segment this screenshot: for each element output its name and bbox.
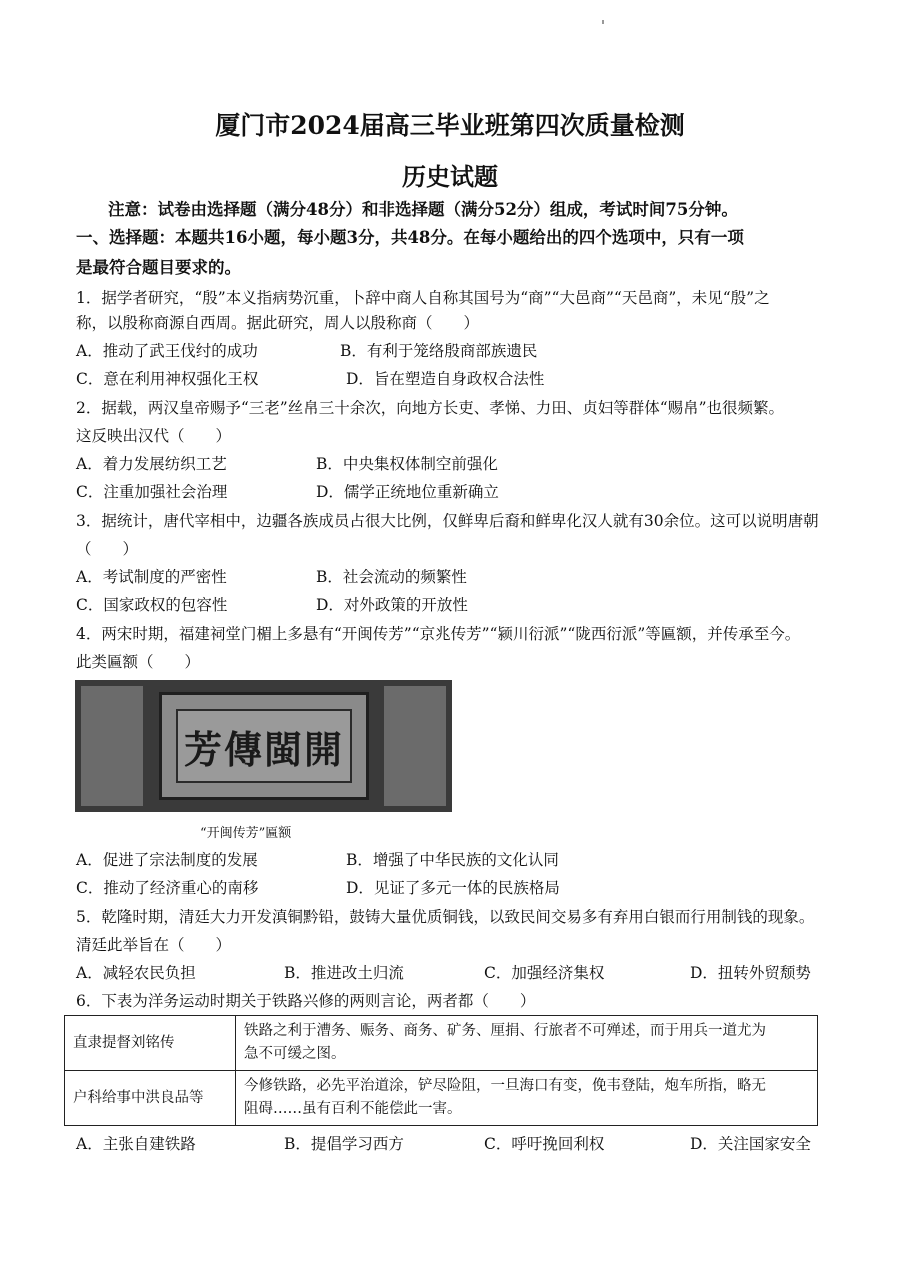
quote-table [64,1015,818,1126]
q2-stem-line1: 2．据载，两汉皇帝赐予“三老”丝帛三十余次，向地方长吏、孝悌、力田、贞妇等群体“赐帛”也很频繁。 [76,399,785,417]
q3-option-d[interactable]: D．对外政策的开放性 [316,596,468,614]
plaque-photo [75,680,452,812]
notice: 注意：试卷由选择题（满分48分）和非选择题（满分52分）组成，考试时间75分钟。 [108,200,738,219]
q1-option-d[interactable]: D．旨在塑造自身政权合法性 [346,370,545,388]
q2-option-d[interactable]: D．儒学正统地位重新确立 [316,483,499,501]
table-cell-quote [236,1016,818,1071]
table-row [65,1016,818,1071]
q5-option-b[interactable]: B．推进改土归流 [284,964,404,982]
table-cell-quote [236,1071,818,1126]
section-heading-line1: 一、选择题：本题共16小题，每小题3分，共48分。在每小题给出的四个选项中，只有一项 [76,228,744,247]
q3-option-b[interactable]: B．社会流动的频繁性 [316,568,467,586]
section-heading-line2: 是最符合题目要求的。 [76,258,241,277]
q4-stem-line1: 4．两宋时期，福建祠堂门楣上多悬有“开闽传芳”“京兆传芳”“颍川衍派”“陇西衍派”等匾额，并传承至今。 [76,625,801,643]
q3-option-a[interactable]: A．考试制度的严密性 [76,568,227,586]
q2-option-c[interactable]: C．注重加强社会治理 [76,483,228,501]
q5-stem-line1: 5．乾隆时期，清廷大力开发滇铜黔铅，鼓铸大量优质铜钱，以致民间交易多有弃用白银而行用制钱的现象。 [76,908,815,926]
q6-option-d[interactable]: D．关注国家安全 [690,1135,811,1153]
quote-line: 急不可缓之图。 [244,1046,346,1062]
q4-option-c[interactable]: C．推动了经济重心的南移 [76,879,259,897]
q2-option-a[interactable]: A．着力发展纺织工艺 [76,455,227,473]
q5-stem-line2: 清廷此举旨在（ ） [76,936,232,954]
q5-option-a[interactable]: A．减轻农民负担 [76,964,196,982]
q6-option-a[interactable]: A．主张自建铁路 [76,1135,196,1153]
q5-option-c[interactable]: C．加强经济集权 [484,964,605,982]
table-cell-speaker: 直隶提督刘铭传 [65,1016,236,1071]
quote-line: 阻碍……虽有百利不能偿此一害。 [244,1101,462,1117]
q1-option-b[interactable]: B．有利于笼络殷商部族遗民 [340,342,538,360]
q4-option-a[interactable]: A．促进了宗法制度的发展 [76,851,258,869]
q1-option-c[interactable]: C．意在利用神权强化王权 [76,370,259,388]
exam-title: 厦门市2024届高三毕业班第四次质量检测 [215,111,685,140]
quote-line: 今修铁路，必先平治道涂，铲尽险阻，一旦海口有变，俛韦登陆，炮车所指，略无 [244,1078,766,1094]
q1-stem-line1: 1．据学者研究，“殷”本义指病势沉重，卜辞中商人自称其国号为“商”“大邑商”“天邑商”，未见“殷”之 [76,289,770,307]
plaque-dragon-carving-right [384,686,446,806]
q2-stem-line2: 这反映出汉代（ ） [76,427,232,445]
plaque-frame [159,692,369,800]
q6-stem: 6．下表为洋务运动时期关于铁路兴修的两则言论，两者都（ ） [76,992,536,1010]
q6-option-b[interactable]: B．提倡学习西方 [284,1135,404,1153]
q3-stem-line1: 3．据统计，唐代宰相中，边疆各族成员占很大比例，仅鲜卑后裔和鲜卑化汉人就有30余位。这可以说明唐朝 [76,512,819,530]
plaque-inner [176,709,352,783]
table-cell-speaker: 户科给事中洪良品等 [65,1071,236,1126]
plaque-inscription: 芳傳閩開 [183,726,344,772]
q1-option-a[interactable]: A．推动了武王伐纣的成功 [76,342,258,360]
q3-option-c[interactable]: C．国家政权的包容性 [76,596,228,614]
q1-stem-line2: 称，以殷称商源自西周。据此研究，周人以殷称商（ ） [76,314,480,332]
q2-option-b[interactable]: B．中央集权体制空前强化 [316,455,498,473]
q4-option-d[interactable]: D．见证了多元一体的民族格局 [346,879,560,897]
q5-option-d[interactable]: D．扭转外贸颓势 [690,964,811,982]
plaque-dragon-carving-left [81,686,143,806]
table-row [65,1071,818,1126]
q4-option-b[interactable]: B．增强了中华民族的文化认同 [346,851,559,869]
q4-stem-line2: 此类匾额（ ） [76,653,201,671]
subject-title: 历史试题 [402,162,498,191]
q6-option-c[interactable]: C．呼吁挽回利权 [484,1135,605,1153]
q3-stem-line2: （ ） [76,540,139,558]
quote-line: 铁路之利于漕务、赈务、商务、矿务、厘捐、行旅者不可殚述，而于用兵一道尤为 [244,1023,766,1039]
scan-mark [602,20,604,24]
plaque-caption: “开闽传芳”匾额 [200,826,292,841]
